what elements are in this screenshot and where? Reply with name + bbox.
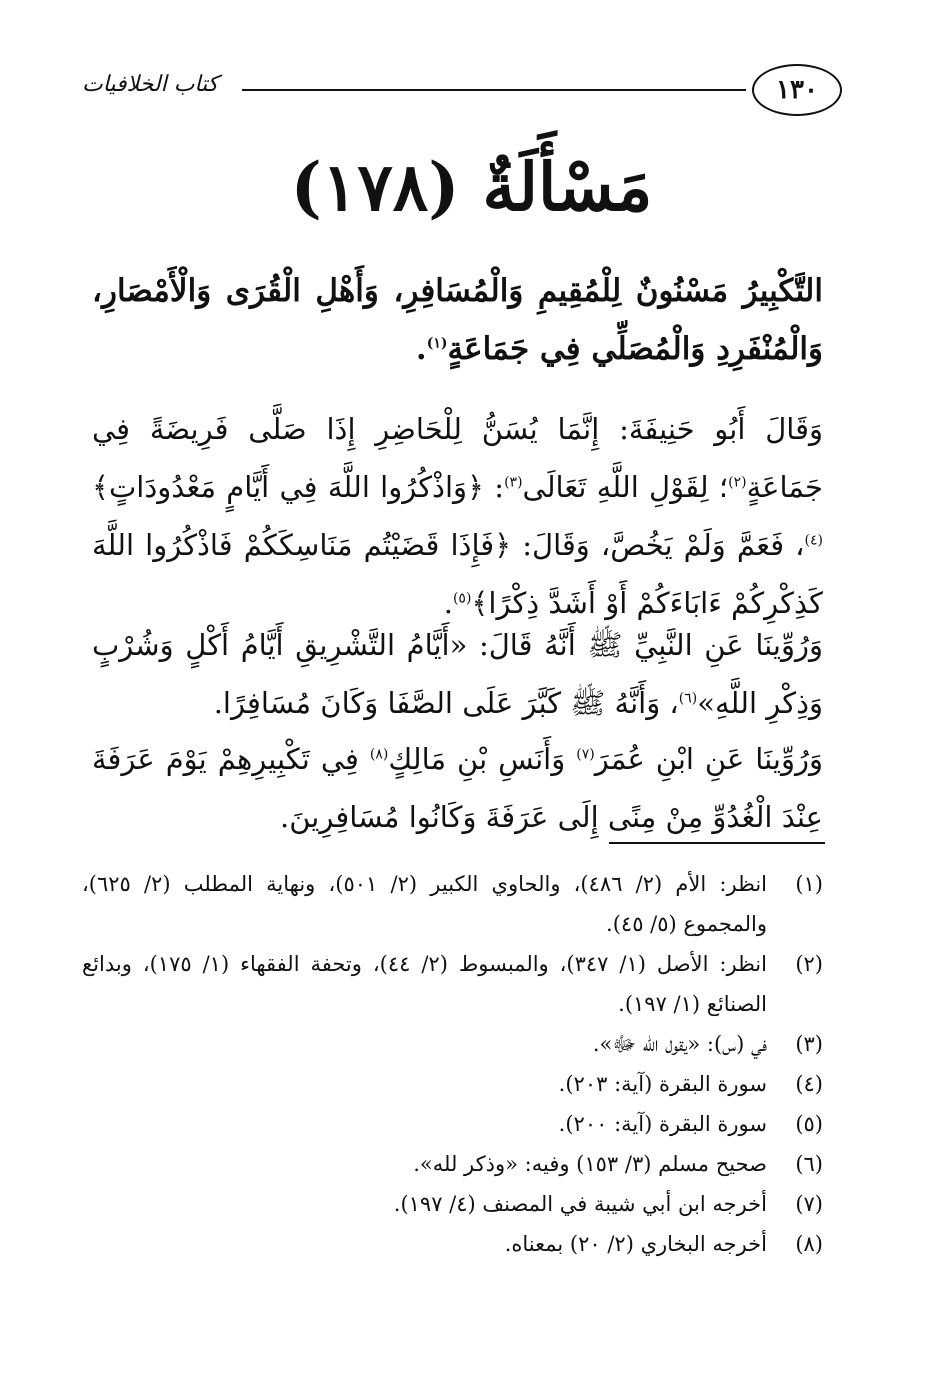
- footnote-ref-5: (٥): [452, 590, 472, 607]
- p1-text-b: ؛ لِقَوْلِ اللَّهِ تَعَالَى: [522, 470, 729, 504]
- footnote-number: (٣): [795, 1032, 823, 1056]
- footnote-number: (٦): [795, 1152, 823, 1176]
- footnote-number: (٥): [795, 1112, 823, 1136]
- statement-line-1: التَّكْبِيرُ مَسْنُونٌ لِلْمُقِيمِ وَالْمُسَافِرِ، وَأَهْلِ الْقُرَى وَالْأَمْصَارِ، وَالْمُنْفَرِدِ وَالْمُصَلِّي: [92, 273, 823, 367]
- paragraph-hadith: [92, 616, 823, 732]
- page-header: [82, 62, 842, 118]
- p3-text-a: وَرُوِّينَا عَنِ ابْنِ عُمَرَ: [594, 742, 823, 776]
- footnote-ref-1: (١): [426, 335, 448, 352]
- footnote-number: (٢): [795, 952, 823, 976]
- footnote-number: (٧): [795, 1192, 823, 1216]
- footnote-text: أخرجه ابن أبي شيبة في المصنف (٤/ ١٩٧).: [393, 1192, 767, 1216]
- footnote-text: في (س): «يقول الله ﷻ».: [592, 1032, 767, 1056]
- footnote-ref-3: (٣): [504, 474, 523, 491]
- paragraph-companions: [92, 730, 823, 846]
- footnote-ref-6: (٦): [678, 690, 698, 707]
- masala-statement: [92, 262, 823, 378]
- footnote-number: (١): [795, 872, 823, 896]
- header-rule: [242, 89, 746, 91]
- footnote-separator: [609, 842, 825, 844]
- footnote-number: (٨): [795, 1232, 823, 1256]
- footnote: [82, 1064, 823, 1104]
- footnote: [82, 944, 823, 1024]
- page-number: ١٣٠: [752, 64, 842, 116]
- footnote: [82, 1024, 823, 1064]
- p1-text-c: : ﴿وَاذْكُرُوا اللَّهَ فِي أَيَّامٍ مَعْدُودَاتٍ﴾: [92, 470, 505, 504]
- footnote: [82, 1184, 823, 1224]
- p3-text-c: فِي تَكْبِيرِهِمْ يَوْمَ عَرَفَةَ عِنْدَ الْغُدُوِّ مِنْ مِنًى إِلَى عَرَفَةَ وَكَانُوا مُسَافِرِينَ.: [92, 742, 823, 834]
- statement-end: .: [415, 331, 427, 367]
- footnote: [82, 1224, 823, 1264]
- footnote-text: سورة البقرة (آية: ٢٠٠).: [558, 1112, 767, 1136]
- footnote-text: أخرجه البخاري (٢/ ٢٠) بمعناه.: [504, 1232, 767, 1256]
- footnote-text: سورة البقرة (آية: ٢٠٣).: [558, 1072, 767, 1096]
- footnote-number: (٤): [795, 1072, 823, 1096]
- p1-text-d: ، فَعَمَّ وَلَمْ يَخُصَّ، وَقَالَ: ﴿فَإِذَا قَضَيْتُم مَنَاسِكَكُمْ فَاذْكُرُوا اللَّهَ كَذِكْرِكُمْ ءَابَاءَكُمْ أَوْ أَشَدَّ ذِكْرًا﴾: [92, 528, 823, 620]
- p3-text-b: وَأَنَسِ بْنِ مَالِكٍ: [388, 742, 577, 776]
- footnote: [82, 864, 823, 944]
- footnotes: [82, 864, 823, 1264]
- footnote: [82, 1104, 823, 1144]
- paragraph-abu-hanifa: [92, 400, 823, 632]
- p1-text-e: .: [443, 586, 453, 620]
- footnote-text: صحيح مسلم (٣/ ١٥٣) وفيه: «وذكر لله».: [413, 1152, 767, 1176]
- footnote-ref-8: (٨): [369, 746, 389, 763]
- footnote-ref-7: (٧): [576, 746, 595, 763]
- masala-heading: مَسْأَلَةٌ (١٧٨): [290, 148, 653, 226]
- footnote-ref-4: (٤): [804, 532, 823, 549]
- p1-text-a: وَقَالَ أَبُو حَنِيفَةَ: إِنَّمَا يُسَنُّ لِلْحَاضِرِ إِذَا صَلَّى فَرِيضَةً فِي جَمَاعَةٍ: [92, 412, 823, 504]
- footnote: [82, 1144, 823, 1184]
- book-title: كتاب الخلافيات: [82, 72, 219, 97]
- footnote-text: انظر: الأصل (١/ ٣٤٧)، والمبسوط (٢/ ٤٤)، وتحفة الفقهاء (١/ ١٧٥)، وبدائع الصنائع (١/ ١٩٧).: [82, 952, 767, 1016]
- p2-text-b: ، وَأَنَّهُ ﷺ كَبَّرَ عَلَى الصَّفَا وَكَانَ مُسَافِرًا.: [213, 686, 679, 720]
- footnote-ref-2: (٢): [728, 474, 747, 491]
- footnote-text: انظر: الأم (٢/ ٤٨٦)، والحاوي الكبير (٢/ ٥٠١)، ونهاية المطلب (٢/ ٦٢٥)، والمجموع (٥/ ٤٥).: [82, 872, 768, 936]
- p2-text-a: وَرُوِّينَا عَنِ النَّبِيِّ ﷺ أَنَّهُ قَالَ: «أَيَّامُ التَّشْرِيقِ أَيَّامُ أَكْلٍ وَشُرْبٍ وَذِكْرِ اللَّهِ»: [92, 628, 823, 720]
- statement-line-2: فِي جَمَاعَةٍ: [447, 331, 581, 367]
